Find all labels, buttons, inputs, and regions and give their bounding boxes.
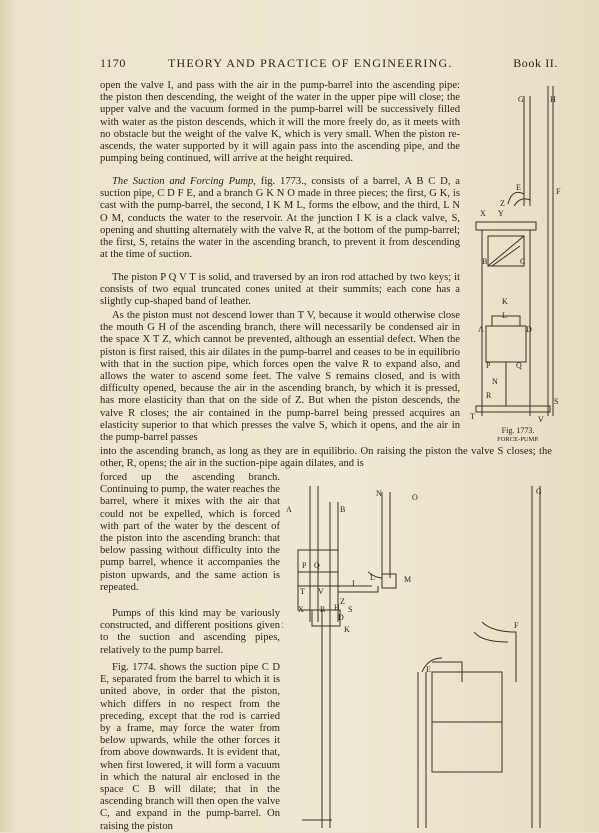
- paragraph-2-heading: The Suction and Forcing Pump,: [112, 176, 256, 187]
- figure-1773-title: FORCE-PUMP.: [497, 436, 539, 443]
- figure-1773-labels: [470, 95, 561, 424]
- paragraph-6: Fig. 1774. shows the suction pipe C D E, separated from the barrel to which it is united above, in order that the piston, which differs in no respect from the preceding, except that the rod is carried by a frame, may force the water from below upwards, while the other forces it from above downwards. It is evident that, when first lowered, it will form a vacuum in which the natural air enclosed in the space C B will dilate; that in the ascending branch will then open the valve C, and expand in the pump-barrel. On raising the piston: [100, 662, 280, 832]
- figure-label-a: A: [286, 505, 292, 514]
- figure-label-t: T: [300, 587, 305, 596]
- figure-1773-number: Fig. 1773.: [501, 426, 535, 435]
- figure-1773-caption: [478, 426, 558, 444]
- paragraph-2-body: fig. 1773., consists of a barrel, A B C D, a suction pipe, C D F E, and a branch G K N O made in three pieces; the first, G K, is cast with the pump-barrel, the second, I K M L, forms the elbow, and the third, L N O M, conducts the water to the reservoir. At the junction I K is a clack valve, S, opening and shutting alternately with the valve R, at the bottom of the pump-barrel; the first, S, retains the water in the ascending branch, to prevent it from descending at the time of suction.: [100, 176, 460, 261]
- figure-label-m: M: [404, 575, 412, 584]
- book-label: Book II.: [513, 56, 558, 70]
- paragraph-4a: As the piston must not descend lower than T V, because it would otherwise close the mouth G H of the ascending branch, there will necessarily be condensed air in the space X T Z, which cannot be prevented, although an essential defect. When the piston is first raised, this air dilates in the pump-barrel and ceases to be in equilibrio with that in the suction pipe, which forces open the valve R to expand also, and allows the water to ascend some feet. The valve S remains closed, and is with difficulty opened, because the air in the ascending branch, by which it is pressed, has more elasticity than that on the side of Z. But when the piston descends, the valve R closes; the air contained in the pump-barrel being pressed acquires an elasticity superior to that which presses the valve S, which it opens, and the air in the pump-barrel passes: [100, 310, 460, 444]
- figure-label-s: S: [554, 397, 559, 406]
- figure-label-q: Q: [314, 561, 320, 570]
- paragraph-2: [100, 176, 460, 261]
- figure-label-t: T: [470, 412, 475, 421]
- figure-label-p: P: [486, 361, 491, 370]
- figure-label-f: F: [556, 187, 561, 196]
- figure-label-e: E: [516, 183, 521, 192]
- figure-label-i: I: [352, 579, 355, 588]
- figure-label-d: D: [526, 325, 532, 334]
- paragraph-4b: into the ascending branch, as long as they are in equilibrio. On raising the piston the valve S closes; the other, R, opens; the air in the suction-pipe again dilates, and is: [100, 446, 552, 470]
- figure-label-q: Q: [516, 361, 522, 370]
- figure-label-d: D: [338, 613, 344, 622]
- figure-label-z: Z: [500, 199, 505, 208]
- figure-label-g: G: [518, 95, 524, 104]
- figure-label-h: H: [550, 95, 556, 104]
- figure-label-v: V: [318, 587, 324, 596]
- figure-label-r: R: [320, 605, 326, 614]
- figure-label-l: L: [502, 311, 507, 320]
- figure-label-a: A: [478, 325, 484, 334]
- figure-label-z: Z: [340, 597, 345, 606]
- figure-label-k: K: [502, 297, 508, 306]
- figure-label-l: L: [370, 573, 375, 582]
- figure-label-b: B: [340, 505, 346, 514]
- running-title: THEORY AND PRACTICE OF ENGINEERING.: [168, 56, 453, 70]
- figure-1774-labels: [282, 487, 542, 674]
- figure-label-x: X: [298, 605, 304, 614]
- figure-label-s: S: [348, 605, 353, 614]
- paragraph-1: open the valve I, and pass with the air in the pump-barrel into the ascending pipe: the piston then descending, the weight of the water in the upper pipe will close; the upper valve and the vacuum formed in the pump-barrel will be successively filled with water as the piston descends, which it will the more freely do, as it meets with no obstacle but the weight of the valve K, which is very small. When the piston re-ascends, the water supported by it will again pass into the ascending pipe, and the pumping being continued, will arrive at the height required.: [100, 80, 460, 165]
- figure-label-f: F: [514, 621, 519, 630]
- figure-label-v: V: [538, 415, 544, 424]
- paragraph-4c: forced up the ascending branch. Continuing to pump, the water reaches the barrel, where it mixes with the air that could not be expelled, which is forced with part of the water by the descent of the piston into the ascending branch: that below passing without difficulty into the pump barrel, whence it accompanies the piston upwards, and the same action is repeated.: [100, 472, 280, 593]
- figure-label-g: G: [536, 487, 542, 496]
- figure-label-x: X: [480, 209, 486, 218]
- figure-label-h: H: [334, 603, 340, 612]
- figure-label-p: P: [302, 561, 307, 570]
- page-number: 1170: [100, 56, 126, 70]
- figure-1773-force-pump: [462, 86, 562, 426]
- figure-label-k: K: [344, 625, 350, 634]
- figure-1774-pump: [282, 482, 564, 828]
- paragraph-3: The piston P Q V T is solid, and traversed by an iron rod attached by two keys; it consists of two equal truncated cones united at their summits; each cone has a slightly cup-shaped band of leather.: [100, 272, 460, 308]
- figure-label-n: N: [492, 377, 498, 386]
- figure-label-b: B: [482, 257, 488, 266]
- paragraph-5: Pumps of this kind may be variously constructed, and different positions given to the suction and ascending pipes, relatively to the pump barrel.: [100, 608, 280, 656]
- figure-label-n: N: [376, 489, 382, 498]
- figure-label-c: C: [520, 257, 526, 266]
- figure-label-y: Y: [498, 209, 504, 218]
- figure-label-o: O: [412, 493, 418, 502]
- figure-label-c: [282, 621, 283, 630]
- page-header: [100, 56, 558, 72]
- figure-label-r: R: [486, 391, 492, 400]
- figure-label-e: E: [426, 665, 431, 674]
